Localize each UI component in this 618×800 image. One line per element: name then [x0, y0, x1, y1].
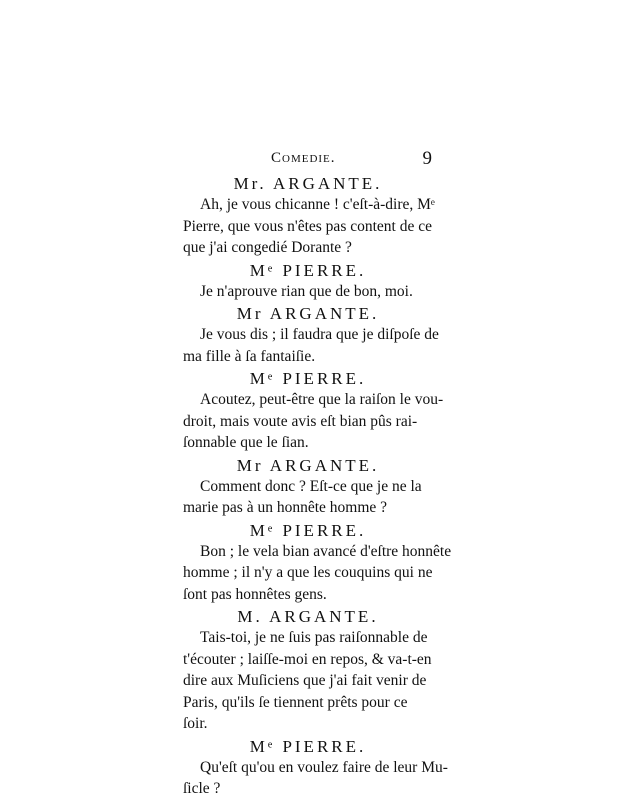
- speech-line: ſoir.: [183, 715, 208, 732]
- speech-line: Qu'eſt qu'ou en voulez faire de leur Mu-: [200, 758, 448, 776]
- speech-line: Je vous dis ; il faudra que je diſpoſe de: [200, 326, 439, 343]
- speech-line: ſont pas honnêtes gens.: [183, 585, 327, 603]
- speech-line: Tais-toi, je ne ſuis pas raiſonnable de: [200, 629, 428, 646]
- speaker-name: Mr. ARGANTE.: [233, 174, 383, 193]
- speech-line: Acoutez, peut-être que la raiſon le vou-: [200, 391, 444, 408]
- speaker-name: M. ARGANTE.: [237, 607, 379, 626]
- speech-line: droit, mais voute avis eſt bian pûs rai-: [183, 412, 418, 430]
- speech-line: t'écouter ; laiſſe-moi en repos, & va-t-en: [183, 650, 432, 668]
- speech-text: [183, 389, 444, 454]
- speech-text: [183, 627, 433, 735]
- speech-text: [183, 757, 448, 800]
- speech-line: ma fille à ſa fantaiſie.: [183, 347, 316, 365]
- speech-line: homme ; il n'y a que les couquins qui ne: [183, 564, 433, 581]
- running-head: [183, 148, 433, 172]
- dialogue: [183, 173, 452, 800]
- speech-line: que j'ai congedié Dorante ?: [183, 239, 352, 256]
- speech-text: [183, 476, 433, 519]
- speaker-name: Mr ARGANTE.: [236, 304, 380, 323]
- speech-text: [183, 324, 439, 367]
- running-title: Comedie.: [271, 150, 336, 166]
- page-number: 9: [422, 148, 433, 169]
- speaker-name: Mᵉ PIERRE.: [249, 369, 367, 388]
- speech-line: dire aux Muſiciens que j'ai fait venir de: [183, 672, 427, 689]
- book-page: [183, 148, 452, 800]
- speech-text: [183, 541, 452, 606]
- speaker-name: Mᵉ PIERRE.: [249, 260, 367, 280]
- speaker-name: Mᵉ PIERRE.: [249, 520, 367, 540]
- speech-line: Comment donc ? Eſt-ce que je ne la: [200, 477, 422, 495]
- speaker-name: Mr ARGANTE.: [236, 455, 380, 475]
- speech-line: Bon ; le vela bian avancé d'eſtre honnête: [200, 542, 452, 560]
- speech-line: Paris, qu'ils ſe tiennent prêts pour ce: [183, 693, 408, 711]
- speech-line: ſicle ?: [183, 780, 221, 797]
- speech-line: Je n'aprouve rian que de bon, moi.: [200, 282, 413, 300]
- speech-line: Pierre, que vous n'êtes pas content de ce: [183, 217, 432, 235]
- speaker-name: Mᵉ PIERRE.: [249, 736, 367, 756]
- speech-text: [183, 281, 433, 303]
- speech-line: ſonnable que le ſian.: [183, 434, 309, 451]
- speech-text: [183, 194, 433, 259]
- speech-line: marie pas à un honnête homme ?: [183, 499, 388, 516]
- speech-line: Ah, je vous chicanne ! c'eſt-à-dire, Mᵉ: [200, 196, 435, 213]
